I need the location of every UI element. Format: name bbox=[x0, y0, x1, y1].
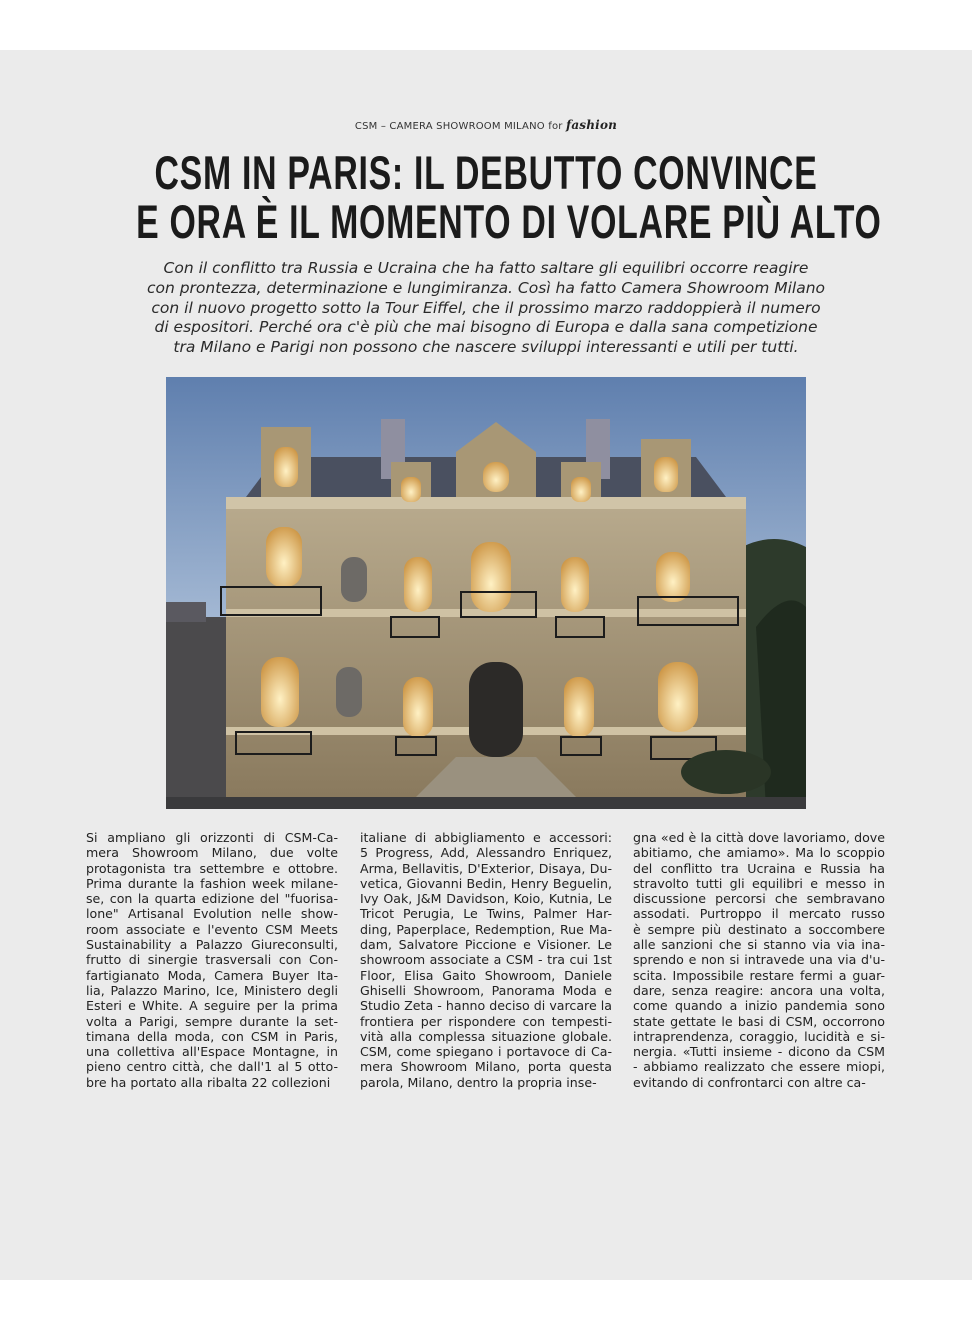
body-text-line: Floor, Elisa Gaito Showroom, Daniele bbox=[360, 967, 612, 983]
body-text-line: state gettate le basi di CSM, occorrono bbox=[633, 1013, 885, 1029]
body-column-2 bbox=[360, 830, 612, 1090]
article-headline bbox=[136, 146, 882, 248]
body-text-line: Arma, Bellavitis, D'Exterior, Disaya, Du- bbox=[360, 860, 612, 876]
body-text-line: vità alla complessa situazione globale. bbox=[360, 1028, 612, 1044]
body-text-line: timana della moda, con CSM in Paris, bbox=[86, 1028, 338, 1044]
body-text-line: Esteri e White. A seguire per la prima bbox=[86, 998, 338, 1014]
body-text-line: Ivy Oak, J&M Davidson, Koio, Kutnia, Le bbox=[360, 891, 612, 907]
body-text-line: stravolto tutti gli equilibri e messo in bbox=[633, 875, 885, 891]
body-text-line: una collettiva all'Espace Montagne, in bbox=[86, 1044, 338, 1060]
body-text-line: bre ha portato alla ribalta 22 collezioni bbox=[86, 1074, 331, 1090]
body-text-line: dare, senza reagire: ancora una volta, bbox=[633, 982, 885, 998]
body-text-line: del conflitto tra Ucraina e Russia ha bbox=[633, 860, 885, 876]
body-text-line: scita. Impossibile restare fermi a guar- bbox=[633, 967, 885, 983]
standfirst-line: con prontezza, determinazione e lungimiranza. Così ha fatto Camera Showroom Milano bbox=[146, 278, 826, 297]
body-text-line: 5 Progress, Add, Alessandro Enriquez, bbox=[360, 845, 612, 861]
body-text-line: Studio Zeta - hanno deciso di varcare la bbox=[360, 998, 612, 1014]
headline-line-2: E ORA È IL MOMENTO DI VOLARE PIÙ ALTO bbox=[136, 195, 882, 248]
body-text-line: volta a Parigi, sempre durante la set- bbox=[86, 1013, 338, 1029]
body-text-line: mera Showroom Milano, due volte bbox=[86, 845, 338, 861]
body-text-line: ding, Paperplace, Redemption, Rue Ma- bbox=[360, 921, 612, 937]
body-text-line: gna «ed è la città dove lavoriamo, dove bbox=[633, 830, 885, 845]
body-text-line: lia, Palazzo Marino, Ice, Ministero degli bbox=[86, 982, 338, 998]
body-text-line: Tricot Perugia, Le Twins, Palmer Har- bbox=[360, 906, 612, 922]
parisian-mansion-illustration bbox=[166, 377, 806, 809]
body-text-line: assodati. Purtroppo il mercato russo bbox=[633, 906, 885, 922]
article-standfirst bbox=[120, 259, 852, 358]
body-text-line: Ghiselli Showroom, Panorama Moda e bbox=[360, 982, 612, 998]
body-column-1 bbox=[86, 830, 338, 1090]
kicker-text: CSM – CAMERA SHOWROOM MILANO for bbox=[354, 121, 563, 132]
body-text-line: frutto di sinergie trasversali con Con- bbox=[86, 952, 338, 968]
body-text-line: nergia. «Tutti insieme - dicono da CSM bbox=[633, 1044, 885, 1060]
body-text-line: italiane di abbigliamento e accessori: bbox=[360, 830, 612, 845]
body-text-line: discussione percorsi che sembravano bbox=[633, 891, 885, 907]
body-text-line: fartigianato Moda, Camera Buyer Ita- bbox=[86, 967, 338, 983]
body-text-line: CSM, come spiegano i portavoce di Ca- bbox=[360, 1044, 612, 1060]
body-text-line: - abbiamo realizzato che essere miopi, bbox=[633, 1059, 885, 1075]
body-text-line: Prima durante la fashion week milane- bbox=[86, 875, 338, 891]
body-text-line: intraprendenza, coraggio, lucidità e si- bbox=[633, 1028, 885, 1044]
standfirst-line: Con il conflitto tra Russia e Ucraina che ha fatto saltare gli equilibri occorre reagire bbox=[163, 259, 809, 277]
standfirst-line: tra Milano e Parigi non possono che nascere sviluppi interessanti e utili per tutti. bbox=[173, 338, 799, 357]
body-text-line: parola, Milano, dentro la propria inse- bbox=[360, 1074, 597, 1090]
body-text-line: sprendo e non si intravede una via d'u- bbox=[633, 952, 885, 968]
body-text-line: lone" Artisanal Evolution nelle show- bbox=[86, 906, 338, 922]
body-text-line: alle sanzioni che si stanno via via ina- bbox=[633, 937, 885, 953]
body-text-line: evitando di confrontarci con altre ca- bbox=[633, 1074, 866, 1090]
body-text-line: frontiera per rispondere con tempesti- bbox=[360, 1013, 612, 1029]
body-column-3 bbox=[633, 830, 885, 1090]
body-text-line: Si ampliano gli orizzonti di CSM-Ca- bbox=[86, 830, 338, 845]
standfirst-line: di espositori. Perché ora c'è più che mai bisogno di Europa e dalla sana competizione bbox=[154, 318, 818, 337]
body-text-line: protagonista tra settembre e ottobre. bbox=[86, 860, 338, 876]
body-text-line: showroom associate a CSM - tra cui 1st bbox=[360, 952, 612, 968]
magazine-page bbox=[0, 50, 972, 1280]
body-text-line: vetica, Giovanni Bedin, Henry Beguelin, bbox=[360, 875, 612, 891]
fashion-brand-logo: fashion bbox=[565, 118, 618, 132]
body-text-line: Sustainability a Palazzo Giureconsulti, bbox=[86, 937, 338, 953]
body-text-line: se, con la quarta edizione del "fuorisa- bbox=[86, 891, 338, 907]
body-text-line: come quando a inizio pandemia sono bbox=[633, 998, 885, 1014]
body-text-line: è sempre più destinato a soccombere bbox=[633, 921, 885, 937]
standfirst-line: con il nuovo progetto sotto la Tour Eiffel, che il prossimo marzo raddoppierà il numero bbox=[151, 298, 821, 317]
body-text-line: dam, Salvatore Piccione e Visioner. Le bbox=[360, 937, 612, 953]
section-kicker bbox=[0, 118, 972, 132]
body-text-line: room associate e l'evento CSM Meets bbox=[86, 921, 338, 937]
building-photo bbox=[166, 377, 806, 809]
body-text-line: abitiamo, che amiamo». Ma lo scoppio bbox=[633, 845, 885, 861]
body-text-line: pieno centro città, che dall'1 al 5 otto- bbox=[86, 1059, 338, 1075]
headline-line-1: CSM IN PARIS: IL DEBUTTO CONVINCE bbox=[154, 146, 818, 199]
body-text-line: mera Showroom Milano, porta questa bbox=[360, 1059, 612, 1075]
